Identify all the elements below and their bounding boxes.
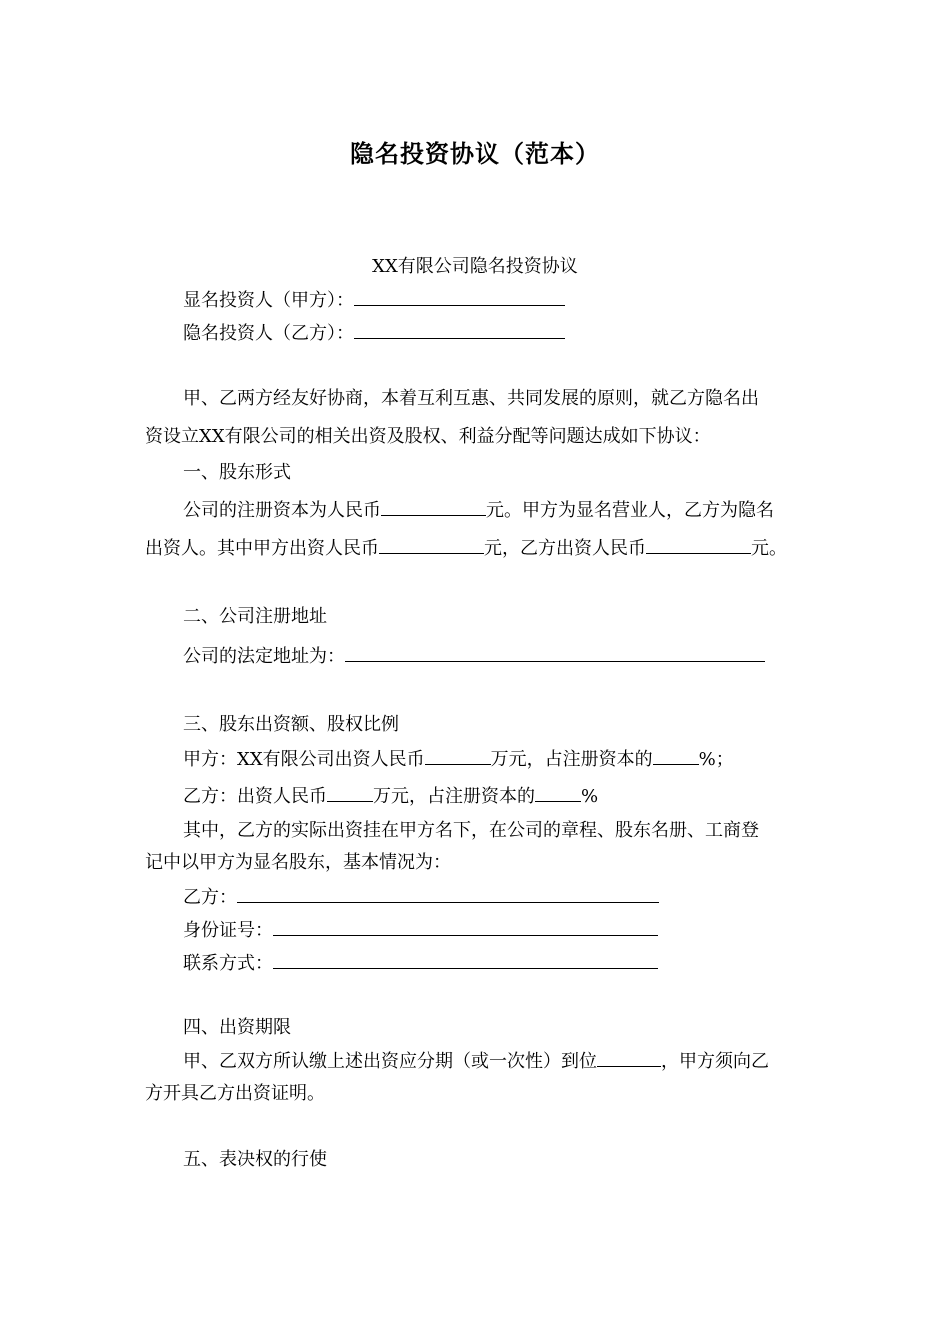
party-b-label: 隐名投资人（乙方）： [183, 323, 354, 344]
party-b-blank [354, 320, 565, 339]
s3-a-percent-blank [653, 748, 699, 765]
s3-b-text-1: 乙方：出资人民币 [183, 786, 327, 807]
legal-address-label: 公司的法定地址为： [183, 646, 345, 667]
s4-text-b: ，甲方须向乙 [661, 1051, 769, 1072]
contribution-deadline-blank [597, 1050, 661, 1067]
id-number-line [183, 917, 658, 943]
s3-a-text-2: 万元，占注册资本的 [490, 749, 653, 770]
contact-line [183, 950, 658, 976]
s1-text-c: 出资人。其中甲方出资人民币 [145, 538, 379, 559]
section-3-heading: 三、股东出资额、股权比例 [183, 714, 399, 735]
registered-capital-blank [381, 497, 486, 516]
s3-a-text-3: %； [698, 749, 734, 770]
s3-b-percent-blank [535, 785, 581, 802]
section-4-line-1 [183, 1050, 769, 1074]
id-number-blank [273, 917, 658, 936]
section-3-para-line-1: 其中，乙方的实际出资挂在甲方名下，在公司的章程、股东名册、工商登 [183, 820, 759, 841]
section-1-line-1 [183, 497, 774, 523]
party-a-blank [354, 287, 565, 306]
party-b-name-blank [237, 884, 659, 903]
contact-label: 联系方式： [183, 953, 273, 974]
section-2-heading: 二、公司注册地址 [183, 606, 327, 627]
s3-a-amount-blank [425, 748, 491, 765]
party-a-capital-blank [379, 535, 484, 554]
s1-text-a: 公司的注册资本为人民币 [183, 500, 381, 521]
party-b-capital-blank [646, 535, 751, 554]
section-3-party-a [183, 748, 734, 772]
s3-b-amount-blank [327, 785, 373, 802]
s3-a-text-1: 甲方：XX有限公司出资人民币 [183, 749, 425, 770]
section-3-para-line-2: 记中以甲方为显名股东，基本情况为： [145, 852, 451, 873]
intro-line-2: 资设立XX有限公司的相关出资及股权、利益分配等问题达成如下协议： [145, 426, 711, 447]
document-title: 隐名投资协议（范本） [350, 139, 600, 168]
s4-text-a: 甲、乙双方所认缴上述出资应分期（或一次性）到位 [183, 1051, 597, 1072]
party-a-label: 显名投资人（甲方）： [183, 290, 354, 311]
agreement-subtitle: XX有限公司隐名投资协议 [372, 256, 578, 277]
id-number-label: 身份证号： [183, 920, 273, 941]
s1-text-b: 元。甲方为显名营业人，乙方为隐名 [486, 500, 774, 521]
s1-text-d: 元，乙方出资人民币 [484, 538, 646, 559]
s1-text-e: 元。 [751, 538, 787, 559]
party-b-name-line [183, 884, 659, 910]
section-5-heading: 五、表决权的行使 [183, 1149, 327, 1170]
section-1-heading: 一、股东形式 [183, 462, 291, 483]
party-b-line [183, 320, 565, 346]
s3-b-text-3: % [581, 786, 599, 807]
legal-address-blank [345, 643, 765, 662]
s3-b-text-2: 万元，占注册资本的 [373, 786, 535, 807]
section-4-heading: 四、出资期限 [183, 1017, 291, 1038]
section-4-line-2: 方开具乙方出资证明。 [145, 1083, 325, 1104]
party-b-name-label: 乙方： [183, 887, 237, 908]
intro-line-1: 甲、乙两方经友好协商，本着互利互惠、共同发展的原则，就乙方隐名出 [183, 388, 759, 409]
section-2-line-1 [183, 643, 765, 669]
party-a-line [183, 287, 565, 313]
section-1-line-2 [145, 535, 787, 561]
contact-blank [273, 950, 658, 969]
section-3-party-b [183, 785, 598, 809]
